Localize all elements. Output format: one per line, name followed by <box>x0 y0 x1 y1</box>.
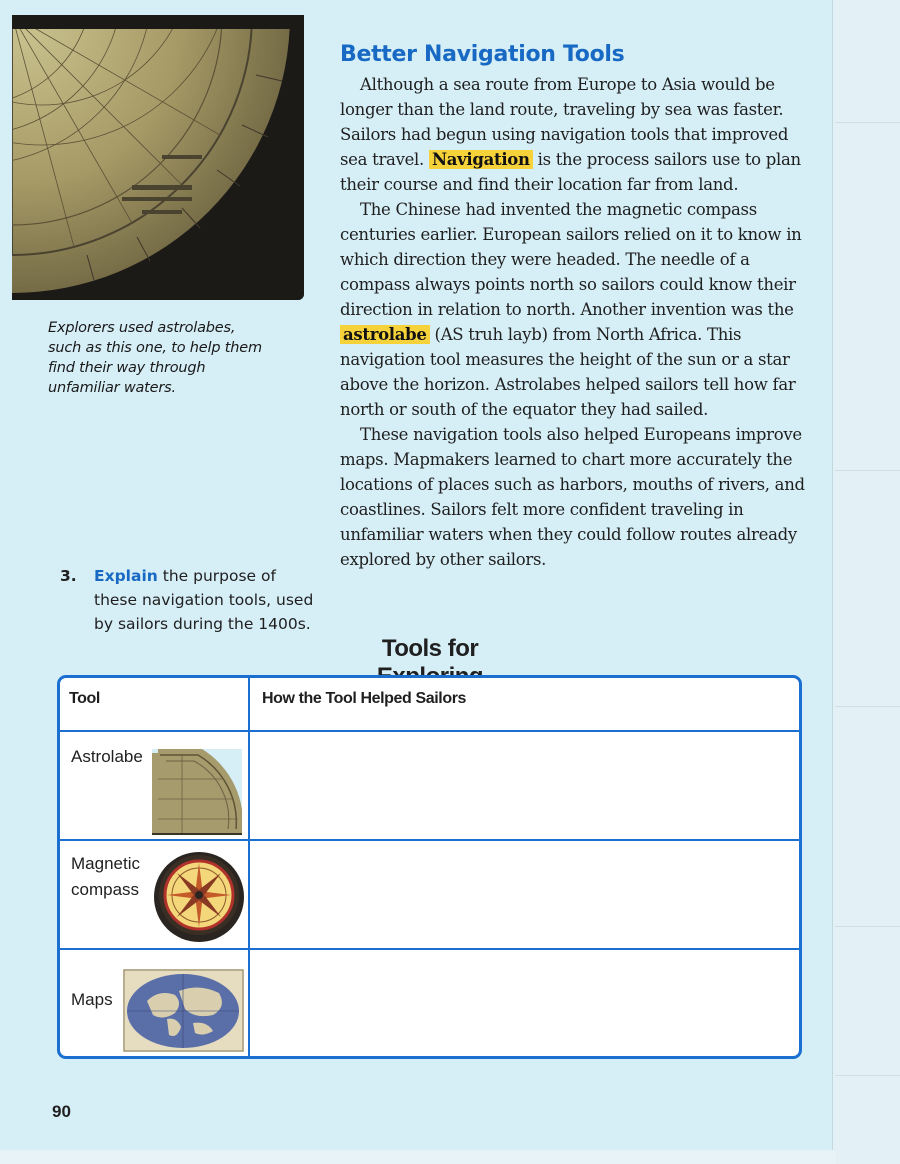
answer-cell-maps[interactable] <box>252 950 799 1056</box>
page-edge-strip <box>832 0 900 1164</box>
header-tool: Tool <box>69 690 100 707</box>
paragraph: These navigation tools also helped Europeans improve maps. Mapmakers learned to chart more accurately the locations of places such as harbors, mouths of rivers, and coastlines. Sailors felt more confident traveling in unfamiliar waters when they could follow routes already explored by other sailors. <box>340 425 805 569</box>
astrolabe-thumbnail <box>152 749 242 835</box>
photo-caption: Explorers used astrolabes, such as this one, to help them find their way through unfamiliar waters. <box>48 320 262 396</box>
answer-cell-magnetic-compass[interactable] <box>252 841 799 948</box>
tool-label-magnetic-compass: Magnetic compass <box>71 854 140 899</box>
tool-label-astrolabe: Astrolabe <box>71 747 143 766</box>
tool-label-maps: Maps <box>71 990 113 1009</box>
compass-thumbnail <box>152 849 246 943</box>
strip-divider <box>835 926 900 927</box>
question-number: 3. <box>60 567 77 585</box>
question-verb: Explain <box>94 567 158 585</box>
answer-cell-astrolabe[interactable] <box>252 732 799 839</box>
section-body <box>340 72 806 572</box>
strip-divider <box>835 1075 900 1076</box>
tools-table <box>57 675 802 1059</box>
section-heading: Better Navigation Tools <box>340 42 625 67</box>
strip-divider <box>835 122 900 123</box>
page-number: 90 <box>52 1102 71 1121</box>
paragraph: The Chinese had invented the magnetic compass centuries earlier. European sailors relied on it to know in which direction they were headed. The needle of a compass always points north so sailors could know their direction in relation to north. Another invention was the astrolabe (AS truh layb) from North Africa. This navigation tool measures the height of the sun or a star above the horizon. Astrolabes helped sailors tell how far north or south of the equator they had sailed. <box>340 200 802 419</box>
vocab-term-navigation: Navigation <box>429 150 533 169</box>
header-how-tool-helped: How the Tool Helped Sailors <box>262 690 467 707</box>
column-divider <box>248 678 250 1056</box>
vocab-term-astrolabe: astrolabe <box>340 325 430 344</box>
astrolabe-photo <box>12 15 304 300</box>
paragraph: Although a sea route from Europe to Asia would be longer than the land route, traveling by sea was faster. Sailors had begun using navigation tools that improved sea travel. Navigation is the process sailors use to plan their course and find their location far from land. <box>340 75 801 194</box>
question <box>60 564 320 636</box>
strip-divider <box>835 470 900 471</box>
strip-divider <box>835 706 900 707</box>
table-title: Tools for <box>381 635 479 662</box>
page-bottom-edge <box>0 1150 836 1164</box>
map-thumbnail <box>123 969 244 1052</box>
question-text: the purpose of these navigation tools, used by sailors during the 1400s. <box>94 567 314 633</box>
